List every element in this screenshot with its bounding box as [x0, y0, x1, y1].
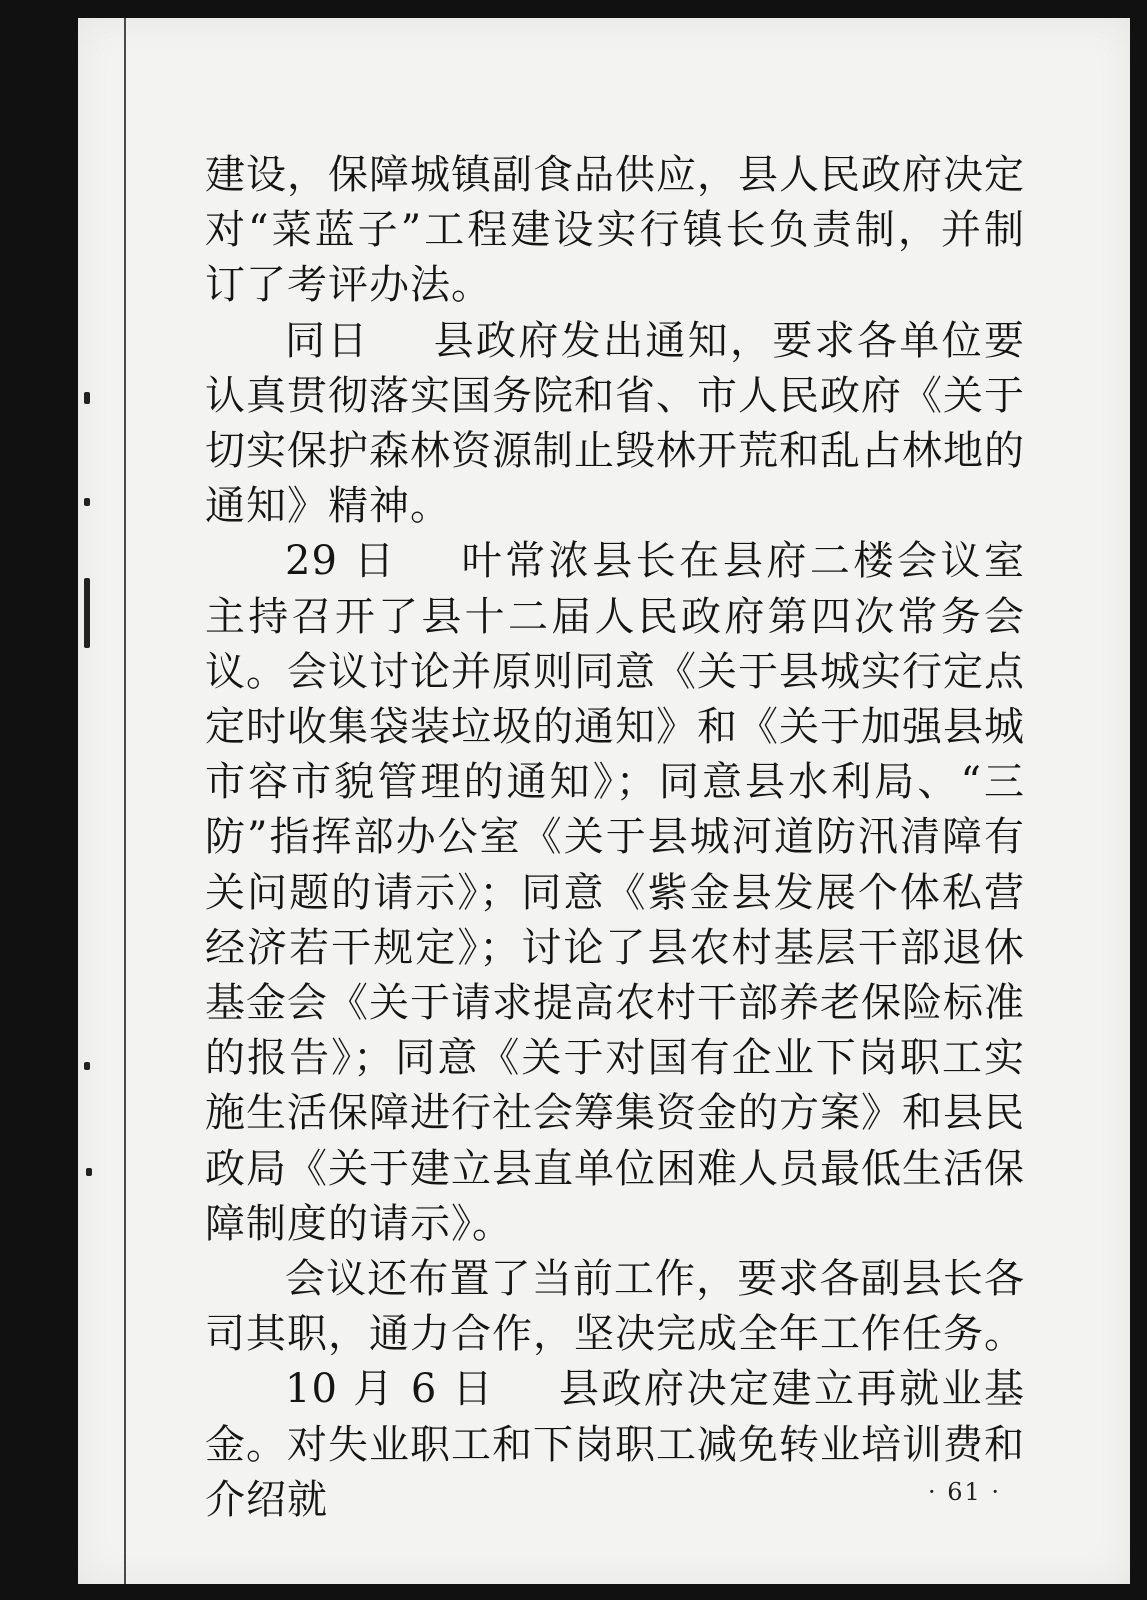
binding-mark	[84, 498, 90, 506]
paragraph-text: 县政府决定建立再就业基金。对失业职工和下岗职工减免转业培训费和介绍就	[205, 1366, 1025, 1523]
paragraph	[205, 1362, 1025, 1528]
paragraph	[205, 1252, 1025, 1362]
binding-mark	[84, 392, 90, 404]
binding-gutter-line	[124, 18, 126, 1584]
paragraph-text: 县政府发出通知，要求各单位要认真贯彻落实国务院和省、市人民政府《关于切实保护森林资源制止毁林开荒和乱占林地的通知》精神。	[205, 317, 1026, 530]
binding-mark	[86, 1168, 92, 1176]
binding-mark	[84, 578, 90, 648]
body-text	[205, 148, 1025, 1528]
page-number: · 61 ·	[928, 1478, 1002, 1506]
paragraph-text: 叶常浓县长在县府二楼会议室主持召开了县十二届人民政府第四次常务会议。会议讨论并原则同意《关于县城实行定点定时收集袋装垃圾的通知》和《关于加强县城市容市貌管理的通知》；同意县水利局、“三防”指挥部办公室《关于县城河道防汛清障有关问题的请示》；同意《紫金县发展个体私营经济若干规定》；讨论了县农村基层干部退休基金会《关于请求提高农村干部养老保险标准的报告》；同意《关于对国有企业下岗职工实施生活保障进行社会筹集资金的方案》和县民政局《关于建立县直单位困难人员最低生活保障制度的请示》。	[205, 538, 1025, 1247]
paragraph-text: 会议还布置了当前工作，要求各副县长各司其职，通力合作，坚决完成全年工作任务。	[205, 1256, 1025, 1358]
entry-date: 同日	[285, 317, 370, 364]
binding-mark	[84, 1062, 90, 1070]
paragraph-text: 建设，保障城镇副食品供应，县人民政府决定对“菜蓝子”工程建设实行镇长负责制，并制订了考评办法。	[205, 152, 1025, 309]
entry-date: 29 日	[285, 538, 398, 585]
entry-date: 10 月 6 日	[285, 1366, 495, 1413]
paragraph	[205, 534, 1025, 1252]
paragraph	[205, 148, 1025, 314]
paragraph	[205, 314, 1025, 535]
